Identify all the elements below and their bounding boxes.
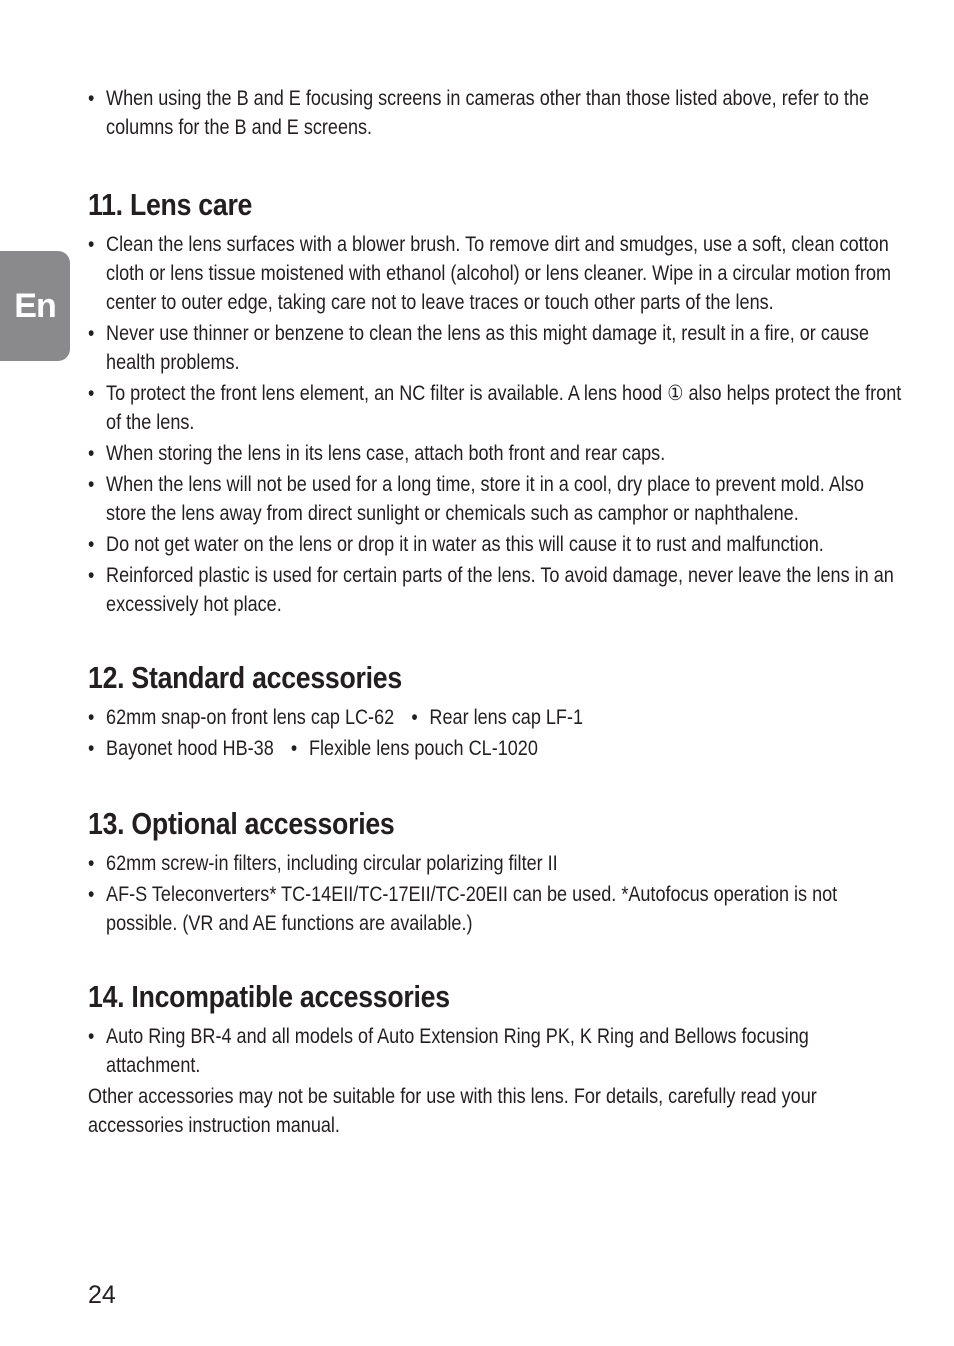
page-number: 24 [88, 1281, 116, 1309]
accessory-row [88, 703, 903, 734]
incompatible-accessories-list [88, 1022, 903, 1080]
note-paragraph: Other accessories may not be suitable for use with this lens. For details, carefully read your accessories instruction manual. [88, 1085, 817, 1137]
accessory-row [88, 734, 903, 765]
language-tab [0, 251, 70, 361]
section-title: 12. Standard accessories [88, 660, 402, 695]
list-item: • When using the B and E focusing screens in cameras other than those listed above, refer to the columns for the B and E screens. [88, 84, 903, 142]
section-optional-accessories [88, 805, 903, 938]
list-item: • When storing the lens in its lens case, attach both front and rear caps. [88, 439, 903, 468]
language-tab-label: En [14, 286, 56, 325]
section-title: 13. Optional accessories [88, 806, 395, 841]
list-item: • AF-S Teleconverters* TC-14EII/TC-17EII/TC-20EII can be used. *Autofocus operation is not possible. (VR and AE functions are available.) [88, 880, 903, 938]
list-item: • Never use thinner or benzene to clean the lens as this might damage it, result in a fire, or cause health problems. [88, 319, 903, 377]
page-content [88, 84, 902, 1180]
lens-care-list [88, 230, 903, 619]
list-item: • Rear lens cap LF-1 [411, 703, 583, 732]
list-item: • Do not get water on the lens or drop it in water as this will cause it to rust and malfunction. [88, 530, 903, 559]
list-item: • Reinforced plastic is used for certain parts of the lens. To avoid damage, never leave the lens in an excessively hot place. [88, 561, 903, 619]
optional-accessories-list [88, 849, 903, 938]
list-item: • Clean the lens surfaces with a blower brush. To remove dirt and smudges, use a soft, clean cotton cloth or lens tissue moistened with ethanol (alcohol) or lens cleaner. Wipe in a circular motion from center to outer edge, taking care not to leave traces or touch other parts of the lens. [88, 230, 903, 317]
intro-list [88, 84, 903, 142]
list-item: • Auto Ring BR-4 and all models of Auto Extension Ring PK, K Ring and Bellows focusing attachment. [88, 1022, 903, 1080]
list-item: • Flexible lens pouch CL-1020 [291, 734, 538, 763]
section-title: 14. Incompatible accessories [88, 979, 450, 1014]
list-item: • 62mm snap-on front lens cap LC-62 [88, 703, 394, 732]
list-item: • Bayonet hood HB-38 [88, 734, 274, 763]
list-item: • 62mm screw-in filters, including circular polarizing filter II [88, 849, 903, 878]
list-item: • When the lens will not be used for a long time, store it in a cool, dry place to prevent mold. Also store the lens away from direct sunlight or chemicals such as camphor or naphthalene. [88, 470, 903, 528]
section-title: 11. Lens care [88, 187, 253, 222]
section-lens-care [88, 186, 903, 619]
list-item: • To protect the front lens element, an NC filter is available. A lens hood ① also helps protect the front of the lens. [88, 379, 903, 437]
section-incompatible-accessories [88, 978, 903, 1140]
section-standard-accessories [88, 659, 903, 765]
